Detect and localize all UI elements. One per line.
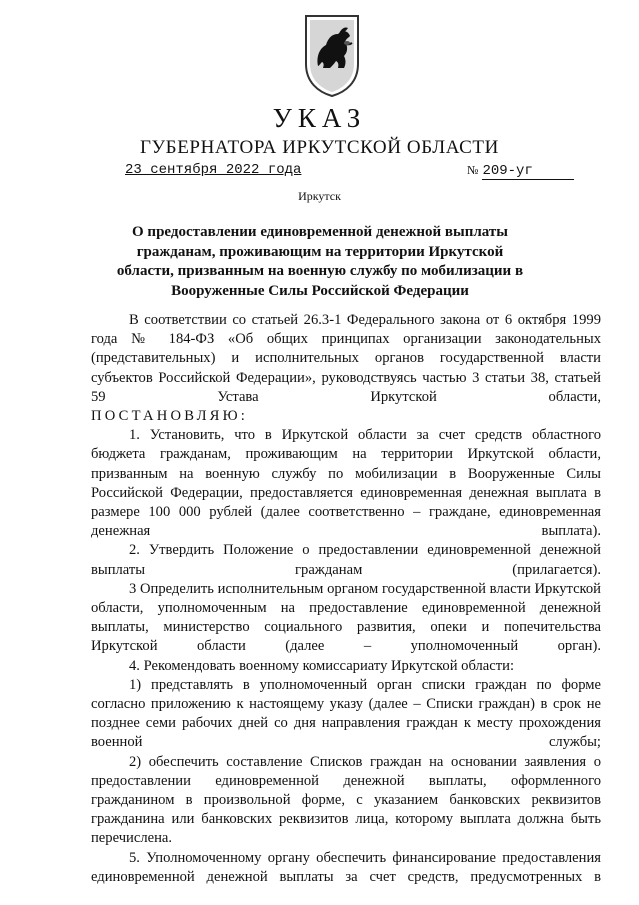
preamble-paragraph: В соответствии со статьей 26.3-1 Федерального закона от 6 октября 1999 года № 184-ФЗ «Об общих принципах организации законодательных (представительных) и исполнительных органов государственной власти субъектов Российской Федерации», руководствуясь частью 3 статьи 38, статьей 59 Устава Иркутской области,	[91, 312, 601, 405]
decree-date	[125, 162, 301, 178]
decree-body	[91, 311, 601, 887]
item-5: 5. Уполномоченному органу обеспечить финансирование предоставления единовременной денежной выплаты за счет средств, предусмотренных в	[91, 849, 601, 885]
item-1: 1. Установить, что в Иркутской области за счет средств областного бюджета гражданам, проживающим на территории Иркутской области, призванным на военную службу по мобилизации в Вооруженные Силы Российской Федерации, предоставляется единовременная денежная выплата в размере 100 000 рублей (далее соответственно – граждане, единовременная денежная выплата).	[91, 427, 601, 540]
issuer-line: ГУБЕРНАТОРА ИРКУТСКОЙ ОБЛАСТИ	[140, 137, 499, 158]
item-4-2: 2) обеспечить составление Списков граждан на основании заявления о предоставлении единовременной денежной выплаты, оформленного гражданином в произвольной форме, с указанием банковских реквизитов гражданина или банковских реквизитов лица, которому выплата должна быть перечислена.	[91, 753, 601, 847]
number-value: 209-уг	[482, 163, 574, 180]
decree-word: ПОСТАНОВЛЯЮ:	[91, 408, 249, 425]
date-value: 23 сентября 2022 года	[125, 162, 302, 178]
decree-title: УКАЗ	[272, 103, 367, 133]
item-2: 2. Утвердить Положение о предоставлении единовременной денежной выплаты гражданам (прилагается).	[91, 542, 601, 578]
decree-heading: О предоставлении единовременной денежной выплаты гражданам, проживающим на территории Иркутской области, призванным на военную службу по мобилизации в Вооруженные Силы Российской Федерации	[116, 224, 524, 299]
decree-number	[467, 163, 574, 180]
item-4: 4. Рекомендовать военному комиссариату Иркутской области:	[129, 657, 515, 674]
number-sign: №	[467, 163, 479, 177]
item-3: 3 Определить исполнительным органом государственной власти Иркутской области, уполномоченным на предоставление единовременной денежной выплаты, министерство социального развития, опеки и попечительства Иркутской области (далее – уполномоченный орган).	[91, 580, 601, 655]
coat-of-arms-emblem	[302, 12, 362, 98]
city-name: Иркутск	[298, 189, 341, 203]
item-4-1: 1) представлять в уполномоченный орган списки граждан по форме согласно приложению к настоящему указу (далее – Списки граждан) в срок не позднее семи рабочих дней со дня направления граждан к месту прохождения военной службы;	[91, 676, 601, 751]
